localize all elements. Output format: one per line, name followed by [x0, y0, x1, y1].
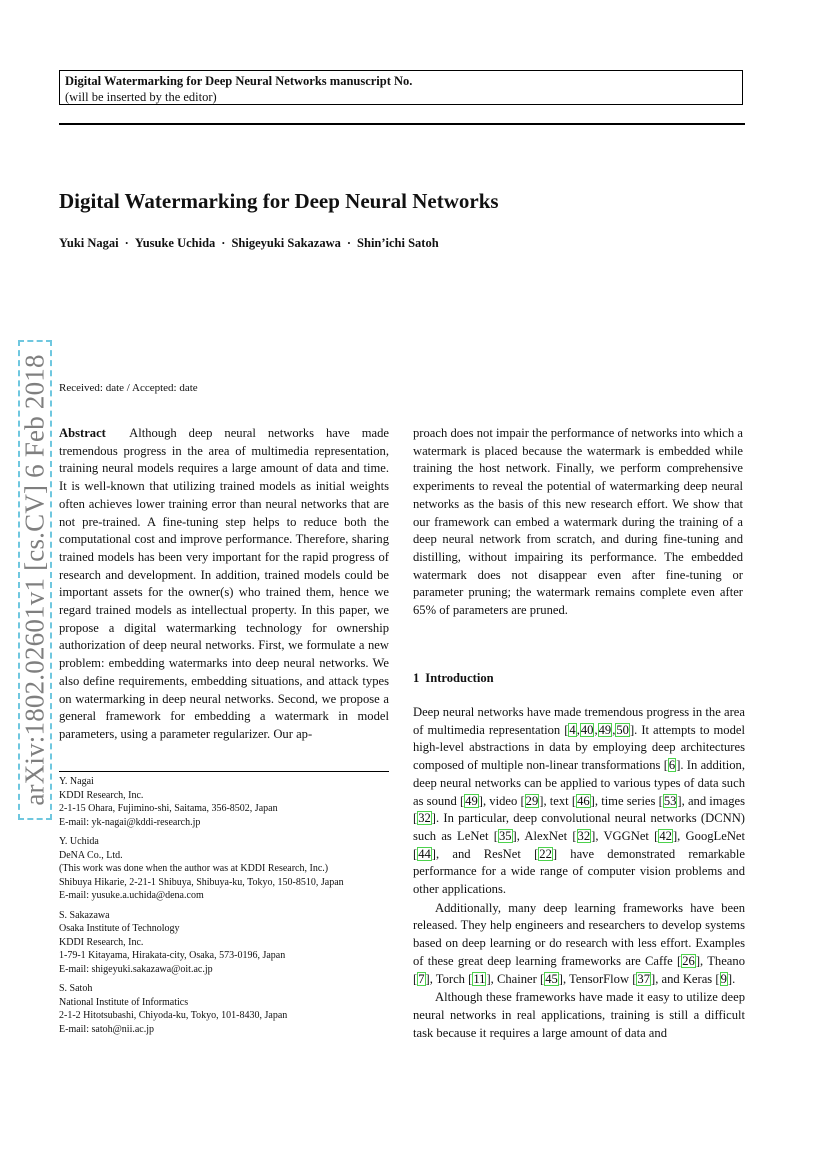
text-run: , Torch [429, 971, 469, 986]
citation-link[interactable]: 7 [418, 971, 425, 986]
affiliation-email: E-mail: yusuke.a.uchida@dena.com [59, 890, 204, 901]
text-run: , and ResNet [436, 846, 535, 861]
affiliation-line: Y. Nagai [59, 776, 94, 787]
text-run: , GoogLeNet [677, 828, 746, 843]
citation-link[interactable]: 37 [637, 971, 650, 986]
section-title: Introduction [425, 671, 494, 685]
abstract-text: Although deep neural networks have made tremendous progress in the area of multimedia representation, training neural models requires a large amount of data and time. It is well-known that utilizing trained models as initial weights often achieves lower training error than neural networks that are not pre-trained. A fine-tuning step helps to reduce both the computational cost and improve performance. Therefore, sharing trained models has been very important for the rapid progress of research and development. In addition, trained models could be important assets for the owner(s) who trained them, hence we regard trained models as intellectual property. In this paper, we propose a digital watermarking technology for ownership authorization of deep neural networks. First, we formulate a new problem: embedding watermarks into deep neural networks. We also define requirements, embedding situations, and attack types on watermarking in deep neural networks. Second, we propose a general framework for embedding a watermark in model parameters, using a parameter regularizer. Our ap- [59, 426, 389, 741]
text-run: , time series [594, 793, 659, 808]
affiliation-email: E-mail: shigeyuki.sakazawa@oit.ac.jp [59, 963, 213, 975]
citation-link[interactable]: 44 [418, 846, 431, 861]
affiliation-line: 2-1-15 Ohara, Fujimino-shi, Saitama, 356-8502, Japan [59, 803, 278, 814]
citation-link[interactable]: 49 [598, 722, 612, 737]
affiliation-line: 1-79-1 Kitayama, Hirakata-city, Osaka, 573-0196, Japan [59, 950, 286, 961]
footnote-rule [59, 771, 389, 772]
abstract-column-right [413, 425, 743, 620]
affiliation-line: S. Sakazawa [59, 909, 110, 921]
paper-title: Digital Watermarking for Deep Neural Networks [59, 189, 499, 213]
affiliation-uchida [59, 835, 399, 903]
introduction-body [413, 704, 745, 1042]
section-number: 1 [413, 671, 420, 685]
intro-paragraph-1: Deep neural networks have made tremendous progress in the area of multimedia representation [4,40,49,50]. It attempts to model high-level abstractions in data by employing deep architectures composed of multiple non-linear transformations [6]. In addition, deep neural networks can be applied to various types of data such as sound [49], video [29], text [46], time series [53], and images [32]. In particular, deep convolutional neural networks (DCNN) such as LeNet [35], AlexNet [32], VGGNet [42], GoogLeNet [44], and ResNet [22] have demonstrated remarkable performance for a wide range of computer vision problems and other applications. [413, 705, 746, 897]
intro-paragraph-3: Although these frameworks have made it easy to utilize deep neural networks in real applications, training is still a difficult task because it requires a large amount of data and [413, 990, 745, 1040]
header-rule [59, 123, 745, 125]
citation-link[interactable]: 35 [498, 828, 512, 843]
citation-link[interactable]: 29 [525, 793, 539, 808]
abstract-column-left [59, 425, 389, 744]
text-run: , VGGNet [595, 828, 655, 843]
text-run: , text [543, 793, 572, 808]
author-separator: · [346, 236, 352, 250]
manuscript-header-box [59, 70, 743, 105]
abstract-label: Abstract [59, 426, 106, 440]
text-run: , AlexNet [516, 828, 573, 843]
citation-link[interactable]: 32 [577, 828, 591, 843]
affiliation-sakazawa [59, 909, 399, 977]
text-run: Additionally, many deep learning frameworks have been released. They help engineers and researchers to develop systems based on deep learning or do research with less effort. Examples of these great deep learning frameworks are Caffe [413, 900, 745, 968]
affiliation-line: Shibuya Hikarie, 2-21-1 Shibuya, Shibuya-ku, Tokyo, 150-8510, Japan [59, 876, 344, 888]
citation-link[interactable]: 45 [545, 971, 558, 986]
arxiv-identifier: arXiv:1802.02601v1 [cs.CV] 6 Feb 2018 [19, 354, 50, 806]
citation-link[interactable]: 42 [659, 828, 672, 843]
author-affiliations [59, 775, 399, 1042]
affiliation-satoh [59, 982, 399, 1036]
author-name: Shin’ichi Satoh [357, 236, 439, 250]
affiliation-line: KDDI Research, Inc. [59, 936, 144, 948]
citation-link[interactable]: 9 [720, 971, 727, 986]
citation-link[interactable]: 22 [539, 846, 552, 861]
citation-link[interactable]: 26 [682, 953, 695, 968]
manuscript-header-line2: (will be inserted by the editor) [65, 90, 217, 104]
section-heading-introduction [413, 671, 494, 686]
text-run: , video [482, 793, 521, 808]
affiliation-line: DeNA Co., Ltd. [59, 849, 123, 861]
author-name: Shigeyuki Sakazawa [231, 236, 341, 250]
author-name: Yusuke Uchida [134, 236, 216, 250]
affiliation-line: KDDI Research, Inc. [59, 789, 144, 801]
author-separator: · [124, 236, 129, 250]
citation-link[interactable]: 40 [580, 722, 594, 737]
text-run: , Chainer [490, 971, 540, 986]
text-run: have demonstrated remarkable performance for a wide range of computer vision problems and other applications. [413, 846, 745, 897]
author-name: Yuki Nagai [59, 236, 119, 250]
affiliation-line: Osaka Institute of Technology [59, 923, 180, 934]
abstract-continued: proach does not impair the performance of networks into which a watermark is placed because the watermark is embedded while training the host network. Finally, we perform comprehensive experiments to reveal the potential of watermarking deep neural networks as the basis of this new research effort. We show that our framework can embed a watermark during the training of a deep neural network from scratch, and during fine-tuning and distilling, without impairing its performance. The embedded watermark does not disappear even after fine-tuning or parameter pruning; the watermark remains complete even after 65% of parameters are pruned. [413, 426, 743, 618]
received-date: Received: date / Accepted: date [59, 382, 198, 394]
text-run: . In addition, deep neural networks can be applied to various types of data such as sound [413, 758, 745, 808]
affiliation-line: 2-1-2 Hitotsubashi, Chiyoda-ku, Tokyo, 101-8430, Japan [59, 1010, 288, 1021]
citation-link[interactable]: 4 [569, 722, 576, 737]
text-run: Deep neural networks have made tremendous progress in the area of multimedia representation [413, 705, 745, 737]
affiliation-email: E-mail: yk-nagai@kddi-research.jp [59, 816, 201, 828]
citation-link[interactable]: 32 [418, 811, 431, 826]
affiliation-email: E-mail: satoh@nii.ac.jp [59, 1023, 155, 1035]
citation-link[interactable]: 11 [473, 971, 486, 986]
author-list [59, 236, 439, 251]
affiliation-line: National Institute of Informatics [59, 996, 189, 1008]
intro-paragraph-2: Additionally, many deep learning frameworks have been released. They help engineers and researchers to develop systems based on deep learning or do research with less effort. Examples of these great deep learning frameworks are Caffe [26], Theano [7], Torch [11], Chainer [45], TensorFlow [37], and Keras [9]. [413, 900, 745, 986]
citation-link[interactable]: 49 [465, 793, 478, 808]
abstract-paragraph [59, 425, 389, 744]
manuscript-header-line1: Digital Watermarking for Deep Neural Networks manuscript No. [65, 74, 413, 88]
text-run: , Theano [700, 953, 745, 968]
author-separator: · [221, 236, 226, 250]
text-run: , and images [681, 793, 745, 808]
text-run: , TensorFlow [562, 971, 633, 986]
text-run: . In particular, deep convolutional neural networks (DCNN) such as LeNet [413, 811, 745, 843]
text-run: , and Keras [655, 971, 716, 986]
text-run: . It attempts to model high-level abstractions in data by employing deep architectures composed of multiple non-linear transformations [413, 722, 745, 773]
citation-link[interactable]: 50 [616, 722, 629, 737]
affiliation-nagai [59, 775, 399, 829]
affiliation-line: S. Satoh [59, 983, 93, 994]
citation-link[interactable]: 6 [668, 758, 676, 773]
citation-link[interactable]: 53 [663, 793, 677, 808]
affiliation-line: (This work was done when the author was at KDDI Research, Inc.) [59, 863, 329, 874]
citation-link[interactable]: 46 [577, 793, 590, 808]
text-run: . [732, 971, 736, 986]
affiliation-line: Y. Uchida [59, 836, 99, 847]
